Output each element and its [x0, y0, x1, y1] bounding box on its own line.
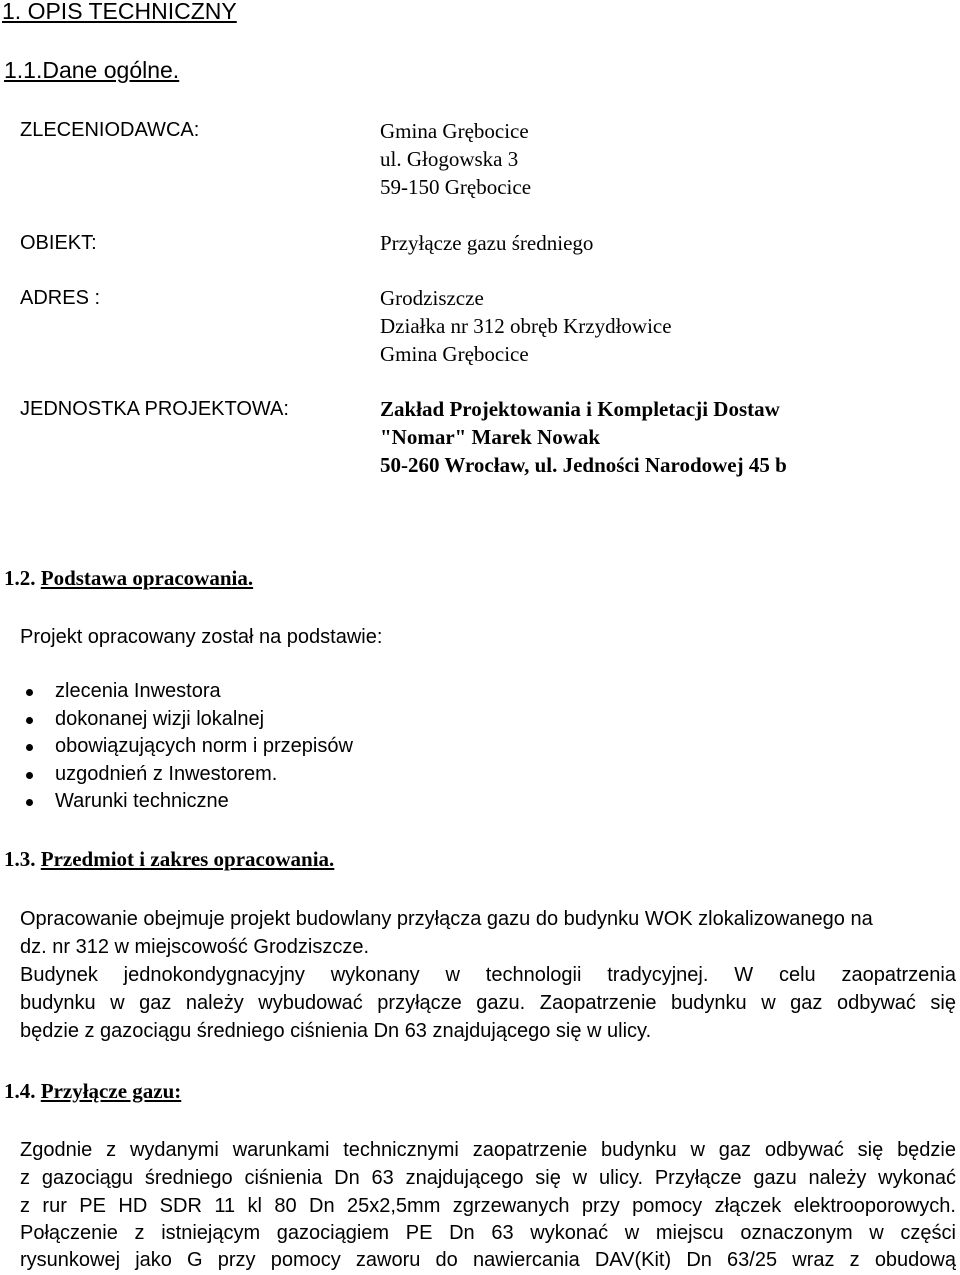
document-heading: 1. OPIS TECHNICZNY [2, 0, 237, 24]
gas-line-3: z rur PE HD SDR 11 kl 80 Dn 25x2,5mm zgrzewanych przy pomocy złączek elektrooporowych. [20, 1195, 956, 1217]
list-item-text: dokonanej wizji lokalnej [55, 707, 265, 730]
section-number: 1.2. [4, 566, 36, 590]
section-number: 1.4. [4, 1079, 36, 1103]
section-heading-scope [4, 845, 334, 873]
basis-intro: Projekt opracowany został na podstawie: [20, 626, 383, 648]
gas-line-2: z gazociągu średniego ciśnienia Dn 63 znajdującego się w ulicy. Przyłącze gazu należy wykonać [20, 1167, 956, 1189]
list-item [24, 788, 353, 816]
jednostka-line-2: "Nomar" Marek Nowak [380, 425, 601, 449]
list-item-text: obowiązujących norm i przepisów [55, 735, 353, 757]
adres-line-3: Gmina Grębocice [380, 342, 529, 366]
adres-line-1: Grodziszcze [380, 286, 484, 310]
list-item [24, 761, 353, 789]
bullet-icon [26, 744, 33, 751]
bullet-icon [26, 799, 33, 806]
section-title: Podstawa opracowania. [40, 566, 254, 590]
obiekt-value: Przyłącze gazu średniego [380, 231, 594, 255]
list-item [24, 678, 353, 706]
list-item-text: uzgodnień z Inwestorem. [55, 762, 278, 785]
scope-line-3: Budynek jednokondygnacyjny wykonany w technologii tradycyjnej. W celu zaopatrzenia [20, 964, 956, 986]
section-heading-gas-connection [4, 1077, 181, 1105]
gas-line-1: Zgodnie z wydanymi warunkami technicznymi zaopatrzenie budynku w gaz odbywać się będzie [20, 1139, 956, 1161]
zleceniodawca-line-2: ul. Głogowska 3 [380, 147, 519, 171]
zleceniodawca-line-1: Gmina Grębocice [380, 119, 529, 143]
basis-list [24, 678, 353, 816]
label-jednostka-projektowa: JEDNOSTKA PROJEKTOWA: [20, 398, 289, 420]
zleceniodawca-line-3: 59-150 Grębocice [380, 175, 532, 199]
scope-line-5: będzie z gazociągu średniego ciśnienia Dn 63 znajdującego się w ulicy. [20, 1020, 652, 1042]
label-zleceniodawca: ZLECENIODAWCA: [20, 119, 200, 141]
label-adres: ADRES : [20, 287, 101, 309]
section-number: 1.3. [4, 847, 36, 871]
scope-line-2: dz. nr 312 w miejscowość Grodziszcze. [20, 936, 370, 958]
adres-line-2: Działka nr 312 obręb Krzydłowice [380, 314, 672, 338]
gas-line-5: rysunkowej jako G przy pomocy zaworu do nawiercania DAV(Kit) Dn 63/25 wraz z obudową [20, 1249, 956, 1271]
section-title: Przyłącze gazu: [40, 1079, 182, 1103]
section-title: Przedmiot i zakres opracowania. [40, 847, 335, 871]
bullet-icon [26, 717, 33, 724]
list-item [24, 706, 353, 734]
bullet-icon [26, 772, 33, 779]
bullet-icon [26, 689, 33, 696]
jednostka-line-3: 50-260 Wrocław, ul. Jedności Narodowej 45 b [380, 453, 787, 477]
section-heading-basis [4, 564, 253, 592]
scope-line-1: Opracowanie obejmuje projekt budowlany przyłącza gazu do budynku WOK zlokalizowanego na [20, 908, 873, 930]
list-item [24, 733, 353, 761]
scope-line-4: budynku w gaz należy wybudować przyłącze gazu. Zaopatrzenie budynku w gaz odbywać się [20, 992, 956, 1014]
list-item-text: Warunki techniczne [55, 790, 229, 812]
list-item-text: zlecenia Inwestora [55, 680, 221, 702]
label-obiekt: OBIEKT: [20, 232, 97, 254]
jednostka-line-1: Zakład Projektowania i Kompletacji Dostaw [380, 397, 780, 421]
section-heading-general-data: 1.1.Dane ogólne. [4, 57, 180, 83]
gas-line-4: Połączenie z istniejącym gazociągiem PE Dn 63 wykonać w miejscu oznaczonym w części [20, 1222, 956, 1244]
